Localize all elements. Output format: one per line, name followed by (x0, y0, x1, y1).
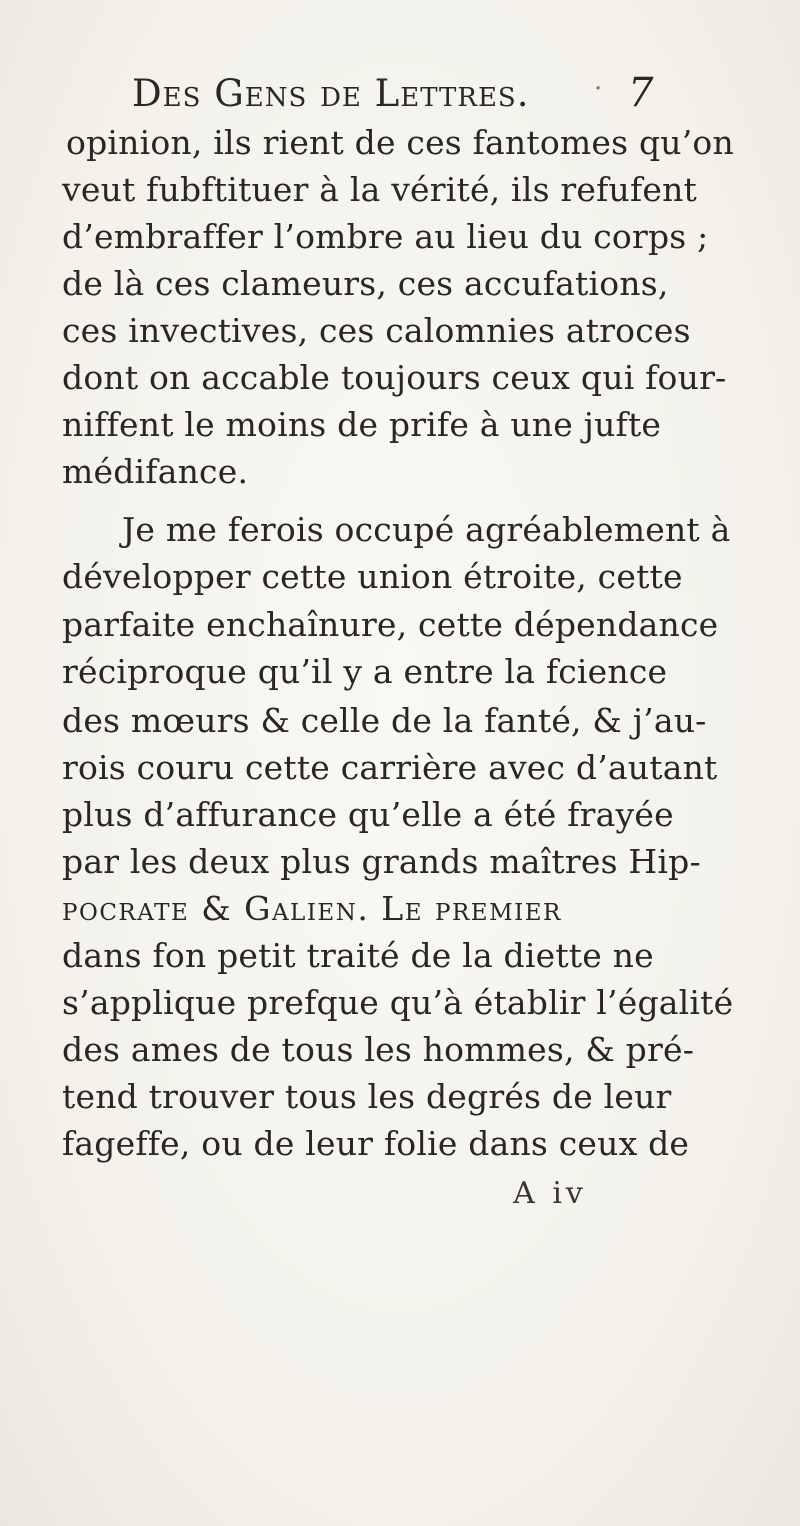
text-line: par les deux plus grands maîtres Hip- (62, 842, 701, 881)
text-line: médifance. (62, 452, 249, 491)
text-line: Je me ferois occupé agréablement à (122, 510, 731, 549)
text-line: plus d’affurance qu’elle a été frayée (62, 795, 674, 834)
text-line: tend trouver tous les degrés de leur (62, 1077, 672, 1116)
text-line: s’applique prefque qu’à établir l’égalité (62, 983, 734, 1022)
running-head-separator: · (594, 74, 603, 104)
text-line: parfaite enchaînure, cette dépendance (62, 605, 719, 644)
text-line: développer cette union étroite, cette (62, 557, 683, 596)
signature-mark: A iv (513, 1176, 587, 1211)
signature-mark-row (490, 1176, 610, 1211)
text-line: opinion, ils rient de ces fantomes qu’on (66, 123, 734, 162)
text-line: de là ces clameurs, ces accufations, (62, 264, 669, 303)
page-number: 7 (628, 70, 654, 116)
text-line: fageffe, ou de leur folie dans ceux de (62, 1124, 690, 1163)
text-line: des ames de tous les hommes, & pré- (62, 1030, 695, 1069)
running-head (60, 72, 740, 122)
text-line: réciproque qu’il y a entre la fcience (62, 652, 668, 691)
text-line: d’embraffer l’ombre au lieu du corps ; (62, 217, 709, 256)
text-line: pocrate & Galien. Le premier (62, 889, 562, 928)
text-line: veut fubftituer à la vérité, ils refufent (62, 170, 698, 209)
text-line: rois couru cette carrière avec d’autant (62, 748, 718, 787)
text-line: dont on accable toujours ceux qui four- (62, 358, 727, 397)
text-line: ces invectives, ces calomnies atroces (62, 311, 691, 350)
text-line: des mœurs & celle de la fanté, & j’au- (62, 701, 707, 740)
running-title: Des Gens de Lettres. (132, 72, 530, 115)
text-line: dans fon petit traité de la diette ne (62, 936, 654, 975)
text-line: niffent le moins de prife à une jufte (62, 405, 662, 444)
